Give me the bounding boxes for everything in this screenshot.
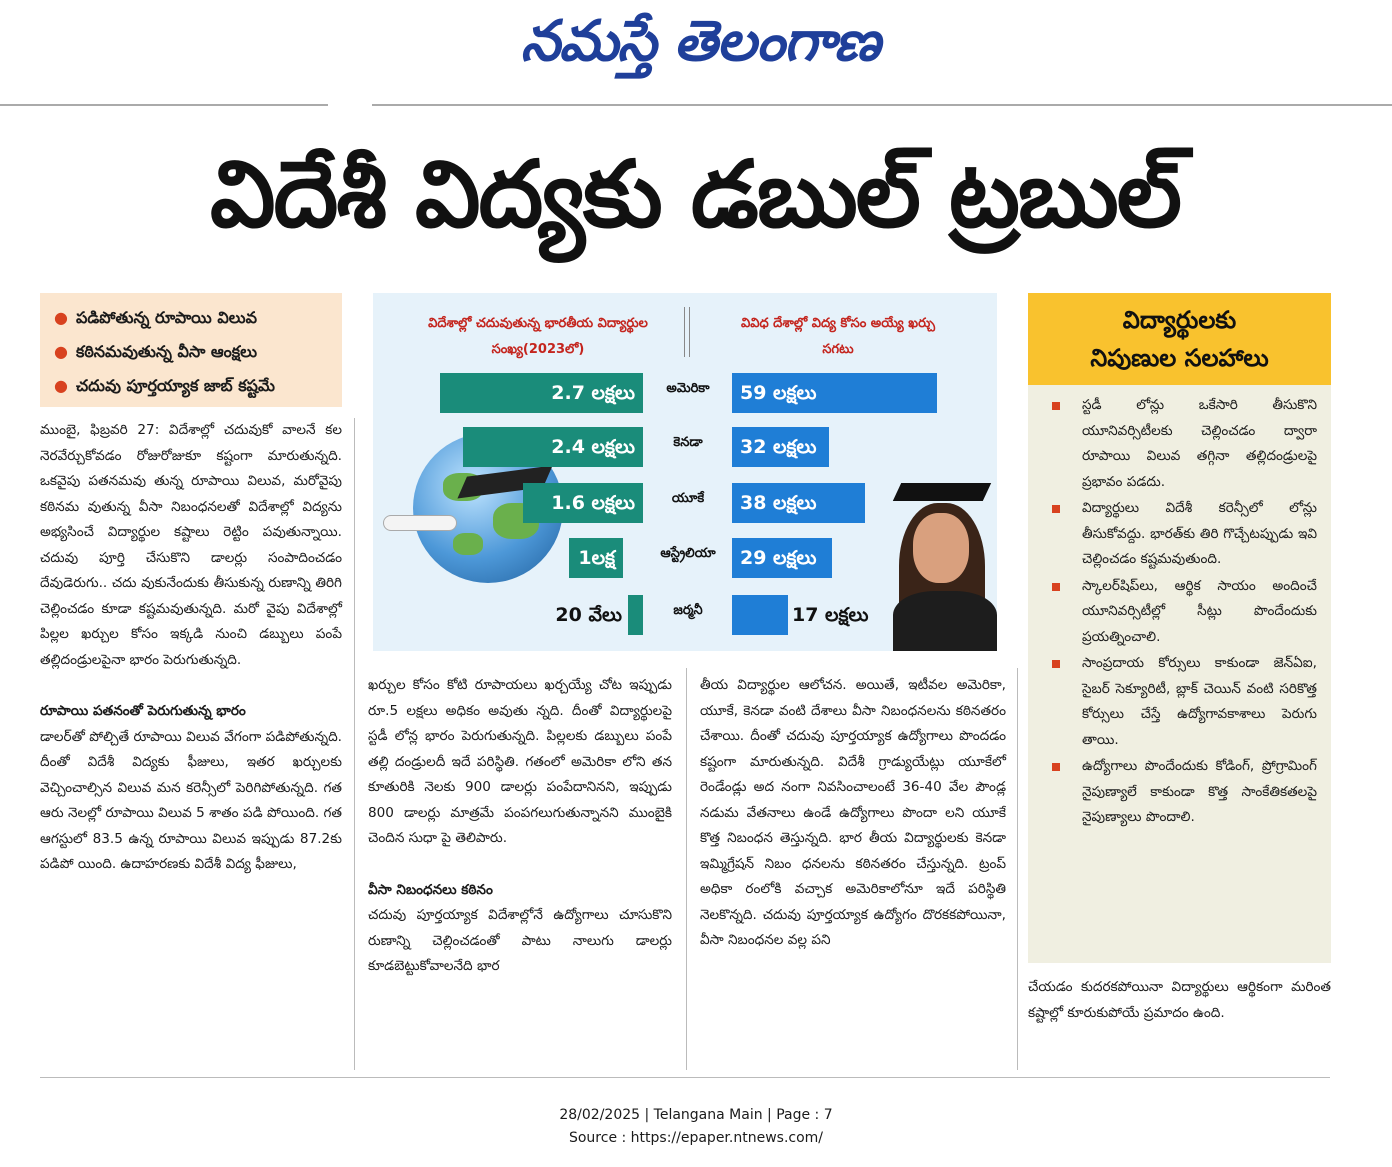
square-bullet-icon bbox=[1052, 660, 1060, 668]
tip-item: విద్యార్థులు విదేశీ కరెన్సీలో లోన్లు తీసుకోవద్దు. భారత్‌కు తిరి గొచ్చేటప్పుడు ఇవి చెల్లించడం కష్టమవుతుంది. bbox=[1052, 496, 1317, 573]
country-label: అమెరికా bbox=[666, 381, 710, 396]
paragraph: చదువు పూర్తయ్యాక విదేశాల్లోనే ఉద్యోగాలు చూసుకొని రుణాన్ని చెల్లించడంతో పాటు నాలుగు డాలర్లు కూడబెట్టుకోవాలనేది భార bbox=[368, 907, 672, 974]
cost-value: 29 లక్షలు bbox=[740, 547, 817, 569]
paragraph: చేయడం కుదరకపోయినా విద్యార్థులు ఆర్థికంగా మరింత కష్టాల్లో కూరుకుపోయే ప్రమాదం ఉంది. bbox=[1028, 979, 1331, 1021]
cost-bar bbox=[732, 595, 788, 635]
students-bar bbox=[523, 483, 643, 523]
airplane-icon bbox=[383, 515, 457, 531]
students-value: 20 వేలు bbox=[555, 604, 622, 626]
bullet-icon: ● bbox=[54, 342, 68, 361]
paragraph: ముంబై, ఫిబ్రవరి 27: విదేశాల్లో చదువుకో వాలనే కల నెరవేర్చుకోవడం రోజురోజుకూ కష్టంగా మారుతున్నది. ఒకవైపు పతనమవు తున్న రూపాయి విలువ, మరోవైపు కఠినమ వుతున్న వీసా నిబంధనలతో విదేశాల్లో విద్యను అభ్యసించే విద్యార్థుల కష్టాలు రెట్టిం పవుతున్నాయి. చదువు పూర్తి చేసుకొని డాలర్లు సంపాదించడం దేవుడెరుగు.. చదు వుకునేందుకు తీసుకున్న రుణాన్ని తిరిగి చెల్లించడం కూడా కష్టమవుతున్నది. మరో వైపు విదేశాల్లో పిల్లల ఖర్చుల కోసం ఇక్కడి నుంచి డబ్బులు పంపే తల్లిదండ్రులపైనా భారం పెరుగుతున్నది. bbox=[40, 422, 342, 668]
subheading: రూపాయి పతనంతో పెరుగుతున్న భారం bbox=[40, 703, 246, 719]
square-bullet-icon bbox=[1052, 505, 1060, 513]
infographic-right-title: వివిధ దేశాల్లో విద్య కోసం అయ్యే ఖర్చు సగటు bbox=[740, 316, 935, 357]
source-link[interactable]: Source : https://epaper.ntnews.com/ bbox=[568, 1130, 824, 1146]
students-value: 1.6 లక్షలు bbox=[551, 492, 635, 514]
cost-bar bbox=[732, 373, 937, 413]
expert-tips-box bbox=[1028, 385, 1331, 963]
cost-bar bbox=[732, 427, 829, 467]
footer-rule bbox=[40, 1077, 1330, 1078]
cost-value: 38 లక్షలు bbox=[740, 492, 817, 514]
highlights-box bbox=[40, 293, 342, 407]
infographic-separator bbox=[684, 307, 690, 357]
article-headline: విదేశీ విద్యకు డబుల్ ట్రబుల్ bbox=[210, 141, 1180, 248]
students-bar bbox=[440, 373, 643, 413]
paragraph: డాలర్‌తో పోల్చితే రూపాయి విలువ వేగంగా పడిపోతున్నది. దీంతో విదేశీ విద్యకు ఫీజులు, ఇతర ఖర్చులకు వెచ్చించాల్సిన విలువ మన కరెన్సీలో పెరిగిపోతున్నది. గత ఆరు నెలల్లో రూపాయి విలువ 5 శాతం పడి పోయింది. గత ఆగస్టులో 83.5 ఉన్న రూపాయి విలువ ఇప్పుడు 87.2కు పడిపో యింది. ఉదాహరణకు విదేశీ విద్య ఫీజులు, bbox=[40, 728, 342, 872]
highlight-item: ● కఠినమవుతున్న వీసా ఆంక్షలు bbox=[54, 342, 258, 361]
students-bar bbox=[569, 538, 623, 578]
bullet-icon: ● bbox=[54, 376, 68, 395]
infographic bbox=[373, 293, 997, 651]
highlight-item: ● చదువు పూర్తయ్యాక జాబ్ కష్టమే bbox=[54, 376, 275, 395]
student-photo bbox=[893, 473, 997, 651]
infographic-left-title: విదేశాల్లో చదువుతున్న భారతీయ విద్యార్థుల సంఖ్య(2023లో) bbox=[428, 316, 648, 357]
masthead-rule-right bbox=[372, 104, 1392, 106]
newspaper-masthead: నమస్తే తెలంగాణ bbox=[520, 8, 880, 74]
cost-bar bbox=[732, 483, 865, 523]
square-bullet-icon bbox=[1052, 583, 1060, 591]
column-divider bbox=[1017, 668, 1018, 1070]
column-divider bbox=[686, 668, 687, 1070]
tip-item: స్టడీ లోన్లు ఒకేసారి తీసుకొని యూనివర్సిటీలకు చెల్లించడం ద్వారా రూపాయి విలువ తగ్గినా తల్లిదండ్రులపై ప్రభావం పడదు. bbox=[1052, 393, 1317, 495]
cost-bar bbox=[732, 538, 832, 578]
square-bullet-icon bbox=[1052, 402, 1060, 410]
sidebar-title: విద్యార్థులకు నిపుణుల సలహాలు bbox=[1028, 293, 1331, 385]
country-label: జర్మనీ bbox=[673, 603, 703, 618]
page-dateline: 28/02/2025 | Telangana Main | Page : 7 bbox=[559, 1107, 833, 1123]
article-column-4 bbox=[1028, 975, 1331, 1026]
country-label: కెనడా bbox=[673, 435, 703, 450]
article-column-2 bbox=[368, 673, 672, 980]
bullet-icon: ● bbox=[54, 308, 68, 327]
students-bar bbox=[463, 427, 643, 467]
students-value: 1లక్ష bbox=[578, 547, 615, 569]
paragraph: ఖర్చుల కోసం కోటి రూపాయలు ఖర్చయ్యే చోట ఇప్పుడు రూ.5 లక్షలు అధికం అవుతు న్నది. దీంతో విద్యార్థులపై స్టడీ లోన్ల భారం పెరుగుతున్నది. పిల్లలకు డబ్బులు పంపే తల్లి దండ్రులదీ ఇదే పరిస్థితి. గతంలో అమెరికా లోని తన కూతురికి నెలకు 900 డాలర్లు పంపేదానినని, ఇప్పుడు 800 డాలర్లు మాత్రమే పంపగలుగుతున్నానని ముంబైకి చెందిన సుధా పై తెలిపారు. bbox=[368, 677, 672, 846]
students-value: 2.4 లక్షలు bbox=[551, 436, 635, 458]
paragraph: తీయ విద్యార్థుల ఆలోచన. అయితే, ఇటీవల అమెరికా, యూకే, కెనడా వంటి దేశాలు వీసా నిబంధనలను కఠినతరం చేశాయి. దీంతో చదువు పూర్తయ్యాక ఉద్యోగాలు పొందడం కష్టంగా మారుతున్నది. విదేశీ గ్రాడ్యుయేట్లు యూకేలో రెండేండ్లు అద నంగా నివసించాలంటే 36-40 వేల పౌండ్ల నడుమ వేతనాలు ఉండే ఉద్యోగాలు పొందా లని యూకే కొత్త నిబంధన తెస్తున్నది. భార తీయ విద్యార్థులకు కెనడా ఇమ్మిగ్రేషన్ నిబం ధనలను కఠినతరం చేస్తున్నది. ట్రంప్ అధికా రంలోకి వచ్చాక అమెరికాలోనూ ఇదే పరిస్థితి నెలకొన్నది. చదువు పూర్తయ్యాక ఉద్యోగం దొరకకపోయినా, వీసా నిబంధనల వల్ల పని bbox=[700, 677, 1006, 948]
tip-item: స్కాలర్‌షిప్‌లు, ఆర్థిక సాయం అందించే యూనివర్సిటీల్లో సీట్లు పొందేందుకు ప్రయత్నించాలి. bbox=[1052, 574, 1317, 651]
highlight-item: ● పడిపోతున్న రూపాయి విలువ bbox=[54, 308, 257, 327]
article-column-1 bbox=[40, 418, 342, 878]
cost-value: 32 లక్షలు bbox=[740, 436, 817, 458]
students-value: 2.7 లక్షలు bbox=[551, 382, 635, 404]
country-label: యూకే bbox=[671, 491, 705, 506]
article-column-3 bbox=[700, 673, 1006, 954]
cost-value: 17 లక్షలు bbox=[792, 604, 869, 626]
country-label: ఆస్ట్రేలియా bbox=[660, 546, 716, 561]
students-bar bbox=[628, 595, 643, 635]
tip-item: ఉద్యోగాలు పొందేందుకు కోడింగ్, ప్రోగ్రామింగ్ నైపుణ్యాలే కాకుండా కొత్త సాంకేతికతలపై నైపుణ్యాలు పొందాలి. bbox=[1052, 754, 1317, 831]
square-bullet-icon bbox=[1052, 763, 1060, 771]
masthead-rule-left bbox=[0, 104, 328, 106]
cost-value: 59 లక్షలు bbox=[740, 382, 817, 404]
subheading: వీసా నిబంధనలు కఠినం bbox=[368, 881, 493, 898]
column-divider bbox=[354, 418, 355, 1070]
tip-item: సాంప్రదాయ కోర్సులు కాకుండా జెన్ఏఐ, సైబర్ సెక్యూరిటీ, బ్లాక్ చెయిన్ వంటి సరికొత్త కోర్సులు చేస్తే ఉద్యోగావకాశాలు పెరుగు తాయి. bbox=[1052, 651, 1317, 753]
